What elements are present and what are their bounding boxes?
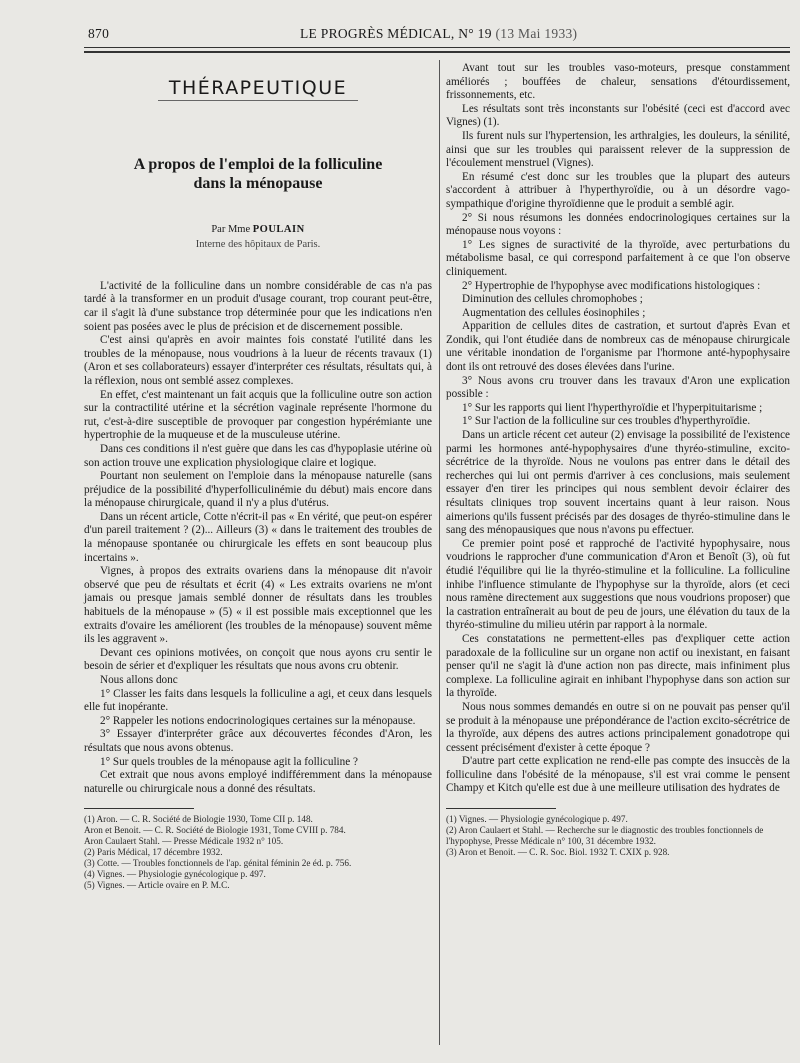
section-heading: THÉRAPEUTIQUE bbox=[168, 77, 348, 99]
body-paragraph: Dans un récent article, Cotte n'écrit-il pas « En vérité, que peut-on espérer d'un pareil traitement ? (2)... Ailleurs (3) « dans le traitement des troubles de la ménopause spontanée ou chirurgicale les effets en sont beaucoup plus incertains ». bbox=[84, 510, 432, 564]
right-column bbox=[446, 60, 790, 858]
footnote: (1) Vignes. — Physiologie gynécologique p. 497. bbox=[446, 814, 628, 825]
header-rule bbox=[84, 47, 790, 48]
footnote: (3) Cotte. — Troubles fonctionnels de l'ap. génital féminin 2e éd. p. 756. bbox=[84, 858, 352, 869]
body-paragraph: En résumé c'est donc sur les troubles que la plupart des auteurs s'accordent à attribuer à l'hyperthyroïdie, ou à un désordre vago-sympathique d'origine thyroïdienne que le produit a semblé agir. bbox=[446, 170, 790, 210]
footnote: (3) Aron et Benoit. — C. R. Soc. Biol. 1932 T. CXIX p. 928. bbox=[446, 847, 670, 858]
body-paragraph: Avant tout sur les troubles vaso-moteurs, presque constamment améliorés ; bouffées de chaleur, sensations d'étourdissement, frissonnements, etc. bbox=[446, 62, 790, 102]
issue-date: (13 Mai 1933) bbox=[495, 26, 578, 41]
body-paragraph: Devant ces opinions motivées, on conçoit que nous ayons cru sentir le besoin de sérier et d'expliquer les résultats que nous avons cru obtenir. bbox=[84, 646, 432, 673]
body-paragraph: Vignes, à propos des extraits ovariens dans la ménopause dit n'avoir observé que peu de résultats et écrit (4) « Les extraits ovariens ne m'ont jamais ou presque jamais semblé donner de résultats dans les troubles habituels de la ménopause » (5) « il est possible mais exceptionnel que les extraits d'ovaire les améliorent (les troubles de la ménopause) souvent même ils les aggravent ». bbox=[84, 565, 432, 646]
body-paragraph: Ce premier point posé et rapproché de l'activité hypophysaire, nous voudrions le rapprocher d'une communication d'Aron et Benoît (3), où fut étudié l'équilibre qui lie la thyréo-stimuline et la folliculine. La folliculine inhibe l'influence stimulante de l'hypophyse sur la thyroïde, alors (et ceci nous ramène directement aux suggestions que nous voudrions proposer) que la castration entraînerait au bout de peu de jours, une élévation du taux de la thyréo-stimuline du milieu utérin par rapport à la normale. bbox=[446, 537, 790, 632]
header-rule-thick bbox=[84, 51, 790, 53]
body-paragraph: Dans ces conditions il n'est guère que dans les cas d'hypoplasie utérine où son action trouve une explication physiologique claire et logique. bbox=[84, 442, 432, 469]
body-paragraph: Ils furent nuls sur l'hypertension, les arthralgies, les douleurs, la sénilité, ainsi que sur les troubles qui paraissent relever de la suppression de l'écoulement menstruel (Vignes). bbox=[446, 129, 790, 170]
body-paragraph: 1° Sur l'action de la folliculine sur ces troubles d'hyperthyroïdie. bbox=[462, 415, 751, 428]
article-title bbox=[84, 155, 432, 193]
body-paragraph: Nous nous sommes demandés en outre si on ne pouvait pas penser qu'il se produit à la ménopause une prépondérance de l'action excito-sécrétrice de la thyroïde, aux dépens des autres actions principalement gonadotrope qui cessent précisément d'exister à cette époque ? bbox=[446, 700, 790, 754]
body-paragraph: 1° Sur les rapports qui lient l'hyperthyroïdie et l'hyperpituitarisme ; bbox=[462, 401, 763, 414]
page-number: 870 bbox=[88, 26, 110, 41]
footnote: (1) Aron. — C. R. Société de Biologie 1930, Tome CII p. 148. bbox=[84, 814, 313, 825]
body-paragraph: En effet, c'est maintenant un fait acquis que la folliculine outre son action sur la contractilité utérine et la sécrétion vaginale représente l'hormone du rut, c'est-à-dire susceptible de provoquer par congestion hypérémiante une hypertrophie de la muqueuse et de la musculeuse utérine. bbox=[84, 388, 432, 442]
article-title-line-2: dans la ménopause bbox=[193, 174, 323, 192]
body-paragraph: 3° Essayer d'interpréter grâce aux découvertes fécondes d'Aron, les résultats que nous avons obtenus. bbox=[84, 728, 432, 754]
body-paragraph: C'est ainsi qu'après en avoir maintes fois constaté l'utilité dans les troubles de la ménopause, nous voudrions à la lueur de récents travaux (1) (Aron et ses collaborateurs) essayer d'interpréter ces résultats, résultats qui, à la réflexion, nous ont semblé assez complexes. bbox=[84, 334, 432, 387]
author-affiliation: Interne des hôpitaux de Paris. bbox=[195, 239, 321, 251]
footnote: (4) Vignes. — Physiologie gynécologique p. 497. bbox=[84, 869, 266, 880]
footnote-rule bbox=[446, 808, 556, 809]
author-name: POULAIN bbox=[252, 223, 305, 235]
article-title-line-1: A propos de l'emploi de la folliculine bbox=[133, 155, 383, 173]
body-paragraph: Augmentation des cellules éosinophiles ; bbox=[462, 306, 646, 319]
body-paragraph: Dans un article récent cet auteur (2) envisage la possibilité de l'existence parmi les hormones anté-hypophysaires d'une thyréo-stimuline, excito-sécrétrice de la thyroïde. Nous ne voulons pas entrer dans le détail des recherches qui lui ont permis d'arriver à ces conclusions, mais seulement essayer d'en tirer les principes qui nous semblent devoir éclairer des résultats cliniques trop souvent incertains quant à leur raison. Nous aimerions qu'ils fussent précisés par des dosages de thyréo-stimuline dans le sang des ménopausiques que nous n'avons pu effectuer. bbox=[446, 429, 790, 537]
body-paragraph: Ces constatations ne permettent-elles pas d'expliquer cette action paradoxale de la folliculine sur un organe non actif ou inexistant, en faisant penser qu'il ne s'agit là d'une action non pas directe, mais infiniment plus complexe. La folliculine agirait en inhibant l'hypophyse dans son action sur la thyroïde. bbox=[446, 632, 790, 700]
body-paragraph: 2° Rappeler les notions endocrinologiques certaines sur la ménopause. bbox=[100, 714, 416, 727]
body-paragraph: L'activité de la folliculine dans un nombre considérable de cas n'a pas tardé à la transformer en un produit d'usage courant, trop courant peut-être, car il s'agit là d'une substance trop déterminée pour que les indications n'en soient pas posées avec le plus de précision et de discernement possible. bbox=[84, 279, 432, 333]
body-paragraph: Diminution des cellules chromophobes ; bbox=[462, 293, 643, 306]
page-header bbox=[0, 22, 800, 44]
byline-prefix: Par Mme bbox=[211, 223, 251, 235]
footnote: Aron et Benoit. — C. R. Société de Biologie 1931, Tome CVIII p. 784. bbox=[84, 825, 346, 836]
left-footnotes bbox=[84, 814, 432, 891]
byline bbox=[84, 223, 432, 237]
body-paragraph: 1° Classer les faits dans lesquels la folliculine a agi, et ceux dans lesquels elle fut inopérante. bbox=[84, 687, 432, 714]
section-rule bbox=[158, 100, 358, 101]
footnote-rule bbox=[84, 808, 194, 809]
footnote: Aron Caulaert Stahl. — Presse Médicale 1932 n° 105. bbox=[84, 836, 284, 847]
body-paragraph: D'autre part cette explication ne rend-elle pas compte des insuccès de la folliculine dans l'obésité de la ménopause, s'il est vrai comme le pensent Champy et Kitch qu'elle est due à une meilleure utilisation des hydrates de bbox=[446, 755, 790, 795]
right-body-text bbox=[446, 62, 790, 796]
body-paragraph: Pourtant non seulement on l'emploie dans la ménopause naturelle (sans préjudice de la possibilité d'hyperfolliculinémie du début) mais encore dans la ménopause chirurgicale, quand il n'y a plus d'utérus. bbox=[84, 470, 432, 510]
body-paragraph: Les résultats sont très inconstants sur l'obésité (ceci est d'accord avec Vignes) (1). bbox=[446, 102, 790, 129]
body-paragraph: Nous allons donc bbox=[100, 674, 178, 686]
column-divider bbox=[439, 60, 440, 1045]
footnote: (2) Paris Médical, 17 décembre 1932. bbox=[84, 847, 223, 858]
body-paragraph: Apparition de cellules dites de castration, et surtout d'après Evan et Zondik, qui l'ont étudiée dans de nombreux cas de ménopause chirurgicale une véritable inondation de l'organisme par l'hormone anté-hypophysaire dont ils ont retrouvé des doses élevées dans l'urine. bbox=[446, 320, 790, 374]
journal-title bbox=[300, 26, 577, 42]
right-footnotes bbox=[446, 814, 790, 858]
body-paragraph: 2° Si nous résumons les données endocrinologiques certaines sur la ménopause nous voyons : bbox=[446, 211, 790, 238]
body-paragraph: 2° Hypertrophie de l'hypophyse avec modifications histologiques : bbox=[462, 279, 761, 292]
body-paragraph: 1° Les signes de suractivité de la thyroïde, avec perturbations du métabolisme basal, ce qui correspond parfaitement à ce que l'on observe cliniquement. bbox=[446, 238, 790, 278]
left-body-text bbox=[84, 280, 432, 797]
footnote: (2) Aron Caulaert et Stahl. — Recherche sur le diagnostic des troubles fonctionnels de l'hypophyse, Presse Médicale n° 100, 31 décembre 1932. bbox=[446, 825, 764, 847]
body-paragraph: 3° Nous avons cru trouver dans les travaux d'Aron une explication possible : bbox=[446, 374, 790, 401]
body-paragraph: Cet extrait que nous avons employé indifféremment dans la ménopause naturelle ou chirurgicale nous a donné des résultats. bbox=[84, 769, 432, 795]
footnote: (5) Vignes. — Article ovaire en P. M.C. bbox=[84, 880, 230, 891]
journal-name: LE PROGRÈS MÉDICAL, N° 19 bbox=[300, 26, 492, 41]
left-column bbox=[84, 60, 432, 891]
body-paragraph: 1° Sur quels troubles de la ménopause agit la folliculine ? bbox=[100, 755, 358, 768]
